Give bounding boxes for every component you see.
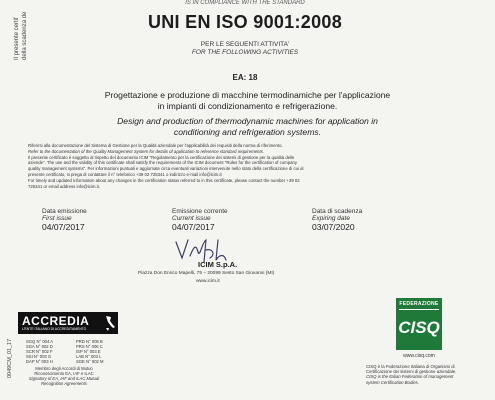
first-issue-label-en: First issue [42, 215, 72, 222]
accredia-codes-col2 [76, 339, 104, 364]
cisq-note-line: CISQ is the Italian Federation of management [366, 374, 454, 380]
accredia-vertical-code: 0049CM_01_17 [7, 338, 13, 378]
accredia-footer-line: Riconoscimento EA, IAF e ILAC [34, 371, 94, 376]
issuer-address: Piazza Don Enrico Mapelli, 75 – 20099 Sesto San Giovanni (MI) [138, 271, 275, 276]
accredia-tagline: L'ENTE ITALIANO DI ACCREDITAMENTO [22, 327, 87, 331]
cisq-note-line: system Certification Bodies. [366, 379, 420, 385]
accredia-code: PRD N° 005 B [76, 339, 103, 344]
cisq-note-line: CISQ è la Federazione Italiana di Organismi di [366, 364, 455, 369]
standard-title: UNI EN ISO 9001:2008 [147, 12, 343, 32]
issuer-web: www.icim.it [196, 279, 220, 284]
cisq-note-line: Certificazione dei sistemi di gestione aziendale. [366, 369, 457, 375]
accredia-logo [18, 312, 118, 334]
cisq-note [366, 364, 456, 385]
ea-code: EA: 18 [232, 73, 258, 82]
cisq-federazione: FEDERAZIONE [399, 301, 439, 307]
current-issue-label-it: Emissione corrente [172, 208, 228, 215]
expiry-label-it: Data di scadenza [312, 208, 363, 215]
accredia-footer-line: Recognition Agreements [41, 381, 87, 386]
accredia-code: SCR N° 002 F [26, 349, 53, 354]
note-line: For timely and updated information about any changes in the certification status referred to in this certificate, please contact the number +39 02 [28, 177, 300, 183]
current-issue-block [172, 208, 228, 232]
cisq-brand: CISQ [398, 318, 440, 337]
left-margin-text-2: della scadenza de [22, 11, 28, 60]
scope-it-line-1: Progettazione e produzione di macchine termodinamiche per l'applicazione [104, 90, 391, 100]
left-margin-text-1: Il presente certif [14, 17, 20, 60]
note-line: aziende". The use and the validity of this certificate shall satisfy the requirements of the ICIM document "Rules for the certification of company [28, 160, 298, 166]
notes-block [28, 143, 495, 189]
accredia-footer [14, 366, 114, 386]
expiry-label-en: Expiring date [312, 215, 350, 222]
note-line: Riferirsi alla documentazione del Sistema di Gestione per la Qualità aziendale per l'applicabilità dei requisiti della norma di riferimento. [28, 143, 283, 148]
expiry-block [312, 208, 362, 232]
scope-en-line-2: conditioning and refrigeration systems. [173, 127, 322, 137]
note-line: 725341 or email address info@icim.it. [28, 183, 100, 189]
accredia-brand: ACCREDIA [22, 314, 90, 328]
current-issue-label-en: Current issue [172, 215, 211, 222]
note-line: quality management systems". Per informazioni puntuali e aggiornate circa eventuali variazioni intervenute nello stato della certificazione di cui al [28, 166, 304, 172]
accredia-footer-line: Signatory of EA, IAF and ILAC Mutual [28, 376, 100, 381]
accredia-code: DAP N° 003 H [26, 359, 53, 364]
scope-en-line-1: Design and production of thermodynamic machines for application in [117, 116, 378, 126]
scope-it-line-2: in impianti di condizionamento e refrigerazione. [157, 101, 338, 111]
first-issue-date: 04/07/2017 [42, 222, 85, 232]
accredia-codes-col1 [26, 339, 53, 364]
italy-map-icon [104, 315, 116, 332]
first-issue-block [42, 208, 87, 232]
accredia-footer-line: Membro degli Accordi di Mutuo [35, 366, 93, 371]
accredia-code: LAB N° 003 L [76, 354, 102, 359]
issuer-name: ICIM S.p.A. [198, 260, 238, 269]
compliance-strip: IS IN COMPLIANCE WITH THE STANDARD [185, 0, 305, 6]
first-issue-label-it: Data emissione [42, 208, 87, 215]
accredia-code: PRS N° 006 C [76, 344, 103, 349]
accredia-code: ISP N° 003 E [76, 349, 101, 354]
accredia-code: SSI N° 003 G [26, 354, 52, 359]
current-issue-date: 04/07/2017 [172, 222, 215, 232]
note-line: presente certificato, si prega di contattare il n° telefonico +39 02 725341 o indirizzo e-mail info@icim.it [28, 171, 222, 177]
activities-en: FOR THE FOLLOWING ACTIVITIES [191, 49, 299, 56]
accredia-code: SGE N° 002 M [76, 359, 104, 364]
note-line: Il presente certificato è soggetto al rispetto del documento ICIM "Regolamento per la certificazione dei sistemi di gestione per la qualità delle [28, 154, 295, 160]
cisq-web: www.cisq.com [403, 353, 435, 359]
activities-it: PER LE SEGUENTI ATTIVITA' [200, 41, 290, 48]
cisq-logo [396, 298, 442, 350]
expiry-date: 03/07/2020 [312, 222, 355, 232]
note-line: Refer to the documentation of the Quality Management System for details of application to reference standard requirements. [28, 148, 264, 154]
accredia-code: SGA N° 002 D [26, 344, 53, 349]
accredia-code: SGQ N° 004 A [26, 339, 54, 344]
